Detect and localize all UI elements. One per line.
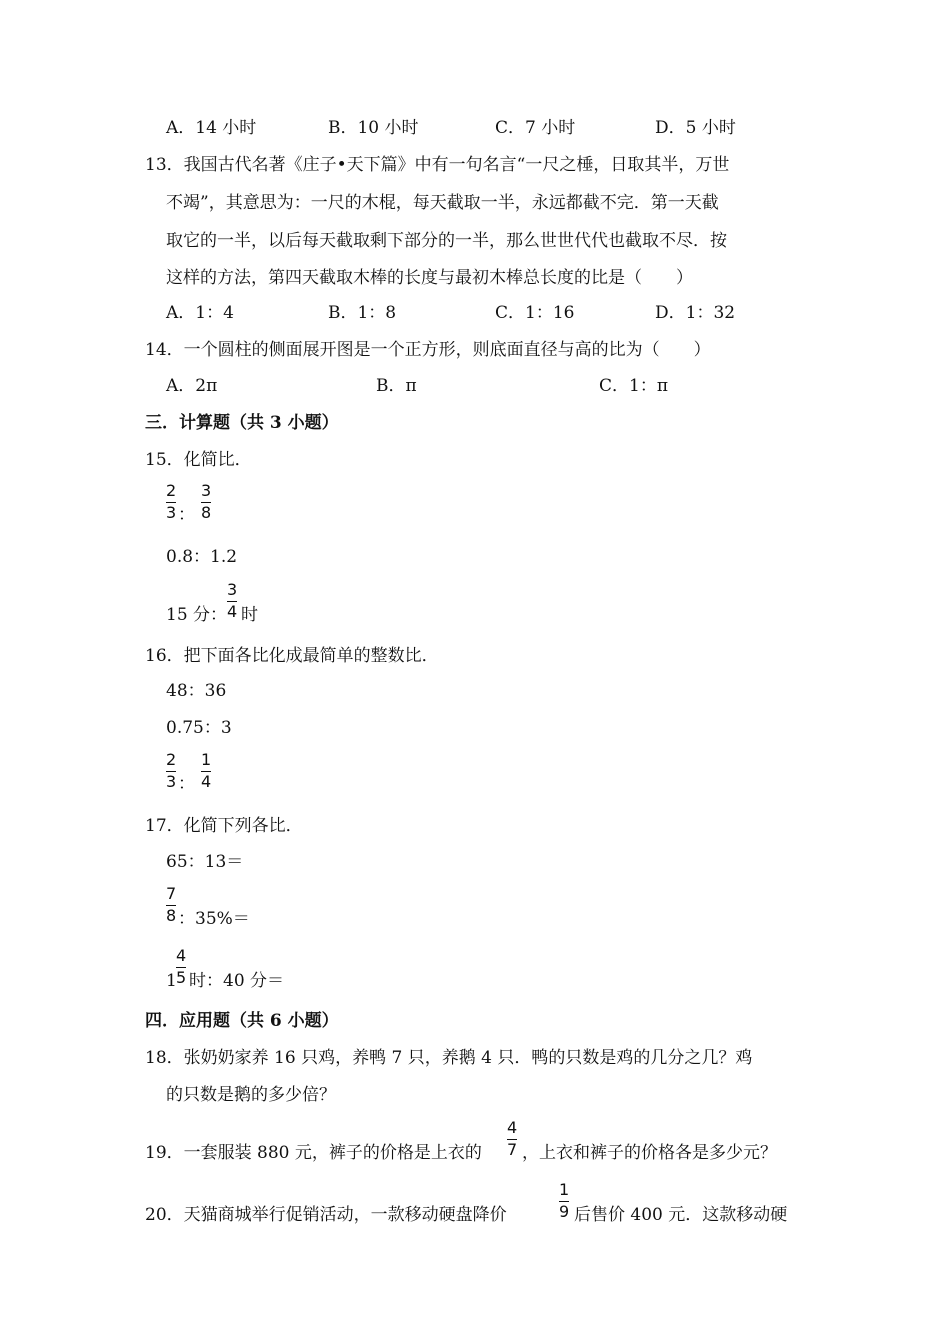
fraction-numerator: 7	[166, 884, 177, 903]
q14-option-a: A．2π	[166, 376, 218, 396]
q12-option-c: C．7 小时	[495, 118, 576, 138]
q17-line-3-whole: 1	[166, 971, 177, 991]
fraction-denominator: 3	[166, 772, 177, 791]
q19-text-prefix: 19．一套服装 880 元，裤子的价格是上衣的	[145, 1143, 482, 1163]
q15-colon: ：	[178, 505, 195, 525]
q17-text: 17．化简下列各比．	[145, 816, 303, 836]
q16-colon: ：	[178, 774, 195, 794]
q16-text: 16．把下面各比化成最简单的整数比．	[145, 646, 439, 666]
q17-line-3-suffix: 时：40 分＝	[189, 971, 285, 991]
fraction-numerator: 4	[176, 946, 187, 965]
q16-fraction-1	[166, 751, 176, 791]
fraction-numerator: 4	[507, 1118, 518, 1137]
q14-text: 14．一个圆柱的侧面展开图是一个正方形，则底面直径与高的比为（ ）	[145, 340, 711, 360]
q15-fraction-1	[166, 482, 176, 522]
fraction-denominator: 7	[507, 1140, 518, 1159]
section-4-heading: 四．应用题（共 6 小题）	[145, 1011, 339, 1031]
q20-text-prefix: 20．天猫商城举行促销活动，一款移动硬盘降价	[145, 1205, 507, 1225]
q13-line-2: 不竭”，其意思为：一尺的木棍，每天截取一半，永远都截不完．第一天截	[166, 193, 719, 213]
q15-fraction-2	[201, 482, 211, 522]
fraction-denominator: 3	[166, 503, 177, 522]
q17-line-2-suffix: ：35%＝	[178, 909, 250, 929]
fraction-denominator: 4	[227, 602, 238, 621]
fraction-denominator: 8	[201, 503, 212, 522]
q15-fraction-3	[227, 581, 237, 621]
q19-text-suffix: ，上衣和裤子的价格各是多少元？	[522, 1143, 777, 1163]
q15-line-2: 0.8：1.2	[166, 547, 238, 567]
q20-text-suffix: 后售价 400 元．这款移动硬	[574, 1205, 788, 1225]
fraction-denominator: 4	[201, 772, 212, 791]
q16-line-1: 48：36	[166, 681, 227, 701]
q13-option-d: D．1：32	[655, 303, 736, 323]
fraction-denominator: 5	[176, 968, 187, 987]
q20-fraction	[559, 1181, 569, 1221]
section-3-heading: 三．计算题（共 3 小题）	[145, 413, 339, 433]
q15-text: 15．化简比．	[145, 450, 252, 470]
q17-fraction-2	[176, 947, 186, 987]
q18-line-1: 18．张奶奶家养 16 只鸡，养鸭 7 只，养鹅 4 只．鸭的只数是鸡的几分之几？鸡	[145, 1048, 753, 1068]
fraction-denominator: 9	[559, 1202, 570, 1221]
q13-option-a: A．1：4	[166, 303, 234, 323]
q14-option-c: C．1：π	[599, 376, 668, 396]
q12-option-a: A．14 小时	[166, 118, 257, 138]
q13-option-c: C．1：16	[495, 303, 575, 323]
fraction-numerator: 1	[201, 750, 212, 769]
q15-line-3-prefix: 15 分：	[166, 605, 228, 625]
q14-option-b: B．π	[376, 376, 417, 396]
q13-line-1: 13．我国古代名著《庄子•天下篇》中有一句名言“一尺之棰，日取其半，万世	[145, 155, 730, 175]
q17-fraction-1	[166, 885, 176, 925]
q13-line-3: 取它的一半，以后每天截取剩下部分的一半，那么世世代代也截取不尽．按	[166, 231, 727, 251]
q17-line-1: 65：13＝	[166, 852, 244, 872]
q18-line-2: 的只数是鹅的多少倍？	[166, 1085, 336, 1105]
q13-line-4: 这样的方法，第四天截取木棒的长度与最初木棒总长度的比是（ ）	[166, 268, 693, 288]
q13-option-b: B．1：8	[328, 303, 397, 323]
q16-fraction-2	[201, 751, 211, 791]
q16-line-2: 0.75：3	[166, 718, 232, 738]
q19-fraction	[507, 1119, 517, 1159]
fraction-numerator: 2	[166, 481, 177, 500]
fraction-numerator: 2	[166, 750, 177, 769]
q15-line-3-suffix: 时	[241, 605, 258, 625]
fraction-numerator: 3	[201, 481, 212, 500]
q12-option-b: B．10 小时	[328, 118, 419, 138]
fraction-numerator: 1	[559, 1180, 570, 1199]
q12-option-d: D．5 小时	[655, 118, 736, 138]
fraction-denominator: 8	[166, 906, 177, 925]
fraction-numerator: 3	[227, 580, 238, 599]
